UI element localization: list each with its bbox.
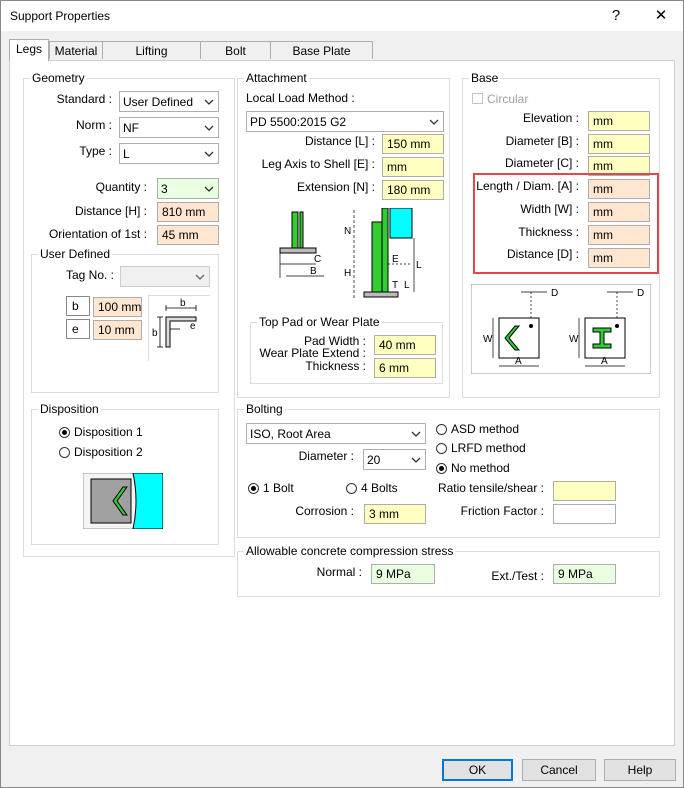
leg-axis-field[interactable]: mm [382, 157, 444, 177]
lrfd-label[interactable]: LRFD method [451, 441, 526, 455]
type-select[interactable] [119, 143, 219, 164]
ratio-label: Ratio tensile/shear : [437, 481, 544, 495]
ok-button[interactable]: OK [442, 759, 513, 781]
orientation-field[interactable]: 45 mm [157, 225, 219, 245]
disposition-2-label[interactable]: Disposition 2 [74, 445, 143, 459]
distance-d-label: Distance [D] : [506, 247, 579, 261]
thickness-label: Thickness : [305, 359, 366, 373]
norm-value: NF [123, 121, 139, 135]
corrosion-field[interactable]: 3 mm [364, 504, 426, 524]
diagram-w-left: W [483, 334, 493, 345]
b-field[interactable]: 100 mm [93, 297, 142, 317]
disposition-1-radio[interactable] [59, 427, 70, 438]
length-diam-label: Length / Diam. [A] : [476, 179, 579, 193]
distance-l-field[interactable]: 150 mm [382, 134, 444, 154]
attachment-title: Attachment [246, 71, 307, 85]
extension-field[interactable]: 180 mm [382, 180, 444, 200]
orientation-label: Orientation of 1st : [48, 227, 147, 241]
cancel-button[interactable]: Cancel [522, 759, 596, 781]
quantity-select[interactable] [157, 178, 219, 199]
attachment-diagram [272, 208, 424, 304]
diagram-t: T [392, 280, 399, 291]
corrosion-label: Corrosion : [295, 504, 354, 518]
diagram-e: e [190, 321, 196, 332]
load-method-value: PD 5500:2015 G2 [250, 115, 347, 129]
chevron-down-icon [201, 93, 217, 110]
tag-select[interactable] [120, 266, 210, 287]
diagram-l: L [416, 260, 422, 271]
bolting-title: Bolting [246, 402, 283, 416]
ratio-field[interactable] [553, 481, 616, 501]
normal-label: Normal : [316, 565, 362, 579]
tab-lifting-accessories[interactable]: Lifting [102, 41, 201, 59]
b-label-box [66, 296, 90, 316]
help-button[interactable]: Help [604, 759, 676, 781]
ext-test-field[interactable]: 9 MPa [553, 564, 616, 584]
norm-label: Norm : [76, 118, 112, 132]
geometry-title: Geometry [32, 71, 85, 85]
e-field[interactable]: 10 mm [93, 320, 142, 340]
lrfd-radio[interactable] [436, 443, 447, 454]
top-pad-title: Top Pad or Wear Plate [259, 315, 380, 329]
title-bar [1, 1, 683, 31]
tab-base-plate-material[interactable]: Base Plate [270, 41, 373, 59]
standard-select[interactable] [119, 91, 219, 112]
base-plate-diagram [471, 284, 651, 374]
norm-select[interactable] [119, 117, 219, 138]
diagram-n: N [344, 226, 352, 237]
distance-l-label: Distance [L] : [304, 134, 375, 148]
load-method-label: Local Load Method : [246, 91, 355, 105]
diagram-a-right: A [601, 356, 608, 367]
chevron-down-icon [408, 425, 424, 442]
asd-radio[interactable] [436, 424, 447, 435]
concrete-title: Allowable concrete compression stress [246, 544, 454, 558]
tab-material[interactable]: Material [49, 41, 103, 59]
diameter-c-field[interactable]: mm [588, 156, 650, 176]
disposition-1-label[interactable]: Disposition 1 [74, 425, 143, 439]
tab-legs[interactable]: Legs [9, 39, 49, 61]
diagram-b-side: b [152, 328, 158, 339]
one-bolt-label[interactable]: 1 Bolt [263, 481, 294, 495]
chevron-down-icon [408, 451, 424, 468]
diagram-a-left: A [515, 356, 522, 367]
ext-test-label: Ext./Test : [491, 569, 544, 583]
disposition-2-radio[interactable] [59, 447, 70, 458]
distance-h-field[interactable]: 810 mm [157, 202, 219, 222]
diagram-e: E [392, 254, 399, 265]
no-method-radio[interactable] [436, 463, 447, 474]
bolt-diameter-select[interactable] [363, 449, 426, 470]
quantity-label: Quantity : [95, 180, 147, 194]
chevron-down-icon [201, 180, 217, 197]
distance-d-field[interactable]: mm [588, 248, 650, 268]
pad-width-label: Pad Width : [303, 334, 366, 348]
bolt-diameter-value: 20 [367, 453, 381, 467]
diagram-w-right: W [569, 334, 579, 345]
normal-field[interactable]: 9 MPa [371, 564, 435, 584]
leg-axis-label: Leg Axis to Shell [E] : [261, 157, 375, 171]
diameter-b-label: Diameter [B] : [505, 134, 579, 148]
width-w-label: Width [W] : [520, 202, 579, 216]
diameter-b-field[interactable]: mm [588, 134, 650, 154]
friction-field[interactable] [553, 504, 616, 524]
diagram-d-right: D [637, 288, 645, 299]
user-defined-title: User Defined [40, 247, 111, 261]
friction-label: Friction Factor : [460, 504, 544, 518]
close-icon[interactable]: ✕ [654, 7, 668, 24]
four-bolts-label[interactable]: 4 Bolts [361, 481, 398, 495]
bolt-area-select[interactable] [246, 423, 426, 444]
diagram-b-top: b [180, 298, 186, 309]
elevation-field[interactable]: mm [588, 111, 650, 131]
diagram-h: H [344, 268, 352, 279]
b-label: b [72, 299, 79, 313]
legs-panel [9, 60, 675, 746]
base-thickness-label: Thickness : [518, 225, 579, 239]
asd-label[interactable]: ASD method [451, 422, 520, 436]
pad-thickness-field[interactable]: 6 mm [374, 358, 436, 378]
tab-bar [1, 39, 683, 61]
disposition-diagram [83, 473, 163, 529]
standard-label: Standard : [56, 92, 112, 106]
circular-checkbox[interactable] [472, 93, 483, 104]
tag-label: Tag No. : [65, 268, 114, 282]
chevron-down-icon [201, 119, 217, 136]
help-icon[interactable]: ? [611, 7, 621, 24]
e-label: e [72, 322, 79, 336]
type-value: L [123, 147, 130, 161]
chevron-down-icon [192, 268, 208, 285]
load-method-select[interactable] [246, 111, 444, 132]
quantity-value: 3 [161, 182, 168, 196]
pad-width-field[interactable]: 40 mm [374, 335, 436, 355]
diagram-d-left: D [551, 288, 559, 299]
tab-bolt-material[interactable]: Bolt [200, 41, 271, 59]
chevron-down-icon [201, 145, 217, 162]
chevron-down-icon [426, 113, 442, 130]
diagram-b: B [310, 266, 317, 277]
bolt-diameter-label: Diameter : [298, 449, 354, 463]
diameter-c-label: Diameter [C] : [504, 156, 579, 170]
one-bolt-radio[interactable] [248, 483, 259, 494]
diagram-l-bottom: L [404, 280, 410, 291]
distance-h-label: Distance [H] : [74, 204, 147, 218]
angle-section-diagram [148, 295, 210, 361]
standard-value: User Defined [123, 95, 194, 109]
e-label-box [66, 319, 90, 339]
circular-label: Circular [487, 92, 529, 106]
width-w-field[interactable]: mm [588, 202, 650, 222]
no-method-label[interactable]: No method [451, 461, 510, 475]
elevation-label: Elevation : [522, 111, 579, 125]
bolt-area-value: ISO, Root Area [250, 427, 331, 441]
four-bolts-radio[interactable] [346, 483, 357, 494]
window-title: Support Properties [10, 9, 111, 23]
wear-plate-extend-label: Wear Plate Extend : [259, 346, 366, 360]
disposition-title: Disposition [40, 402, 99, 416]
extension-label: Extension [N] : [296, 180, 375, 194]
type-label: Type : [79, 144, 112, 158]
base-title: Base [471, 71, 499, 85]
diagram-c: C [314, 254, 322, 265]
length-diam-field[interactable]: mm [588, 179, 650, 199]
base-thickness-field[interactable]: mm [588, 225, 650, 245]
